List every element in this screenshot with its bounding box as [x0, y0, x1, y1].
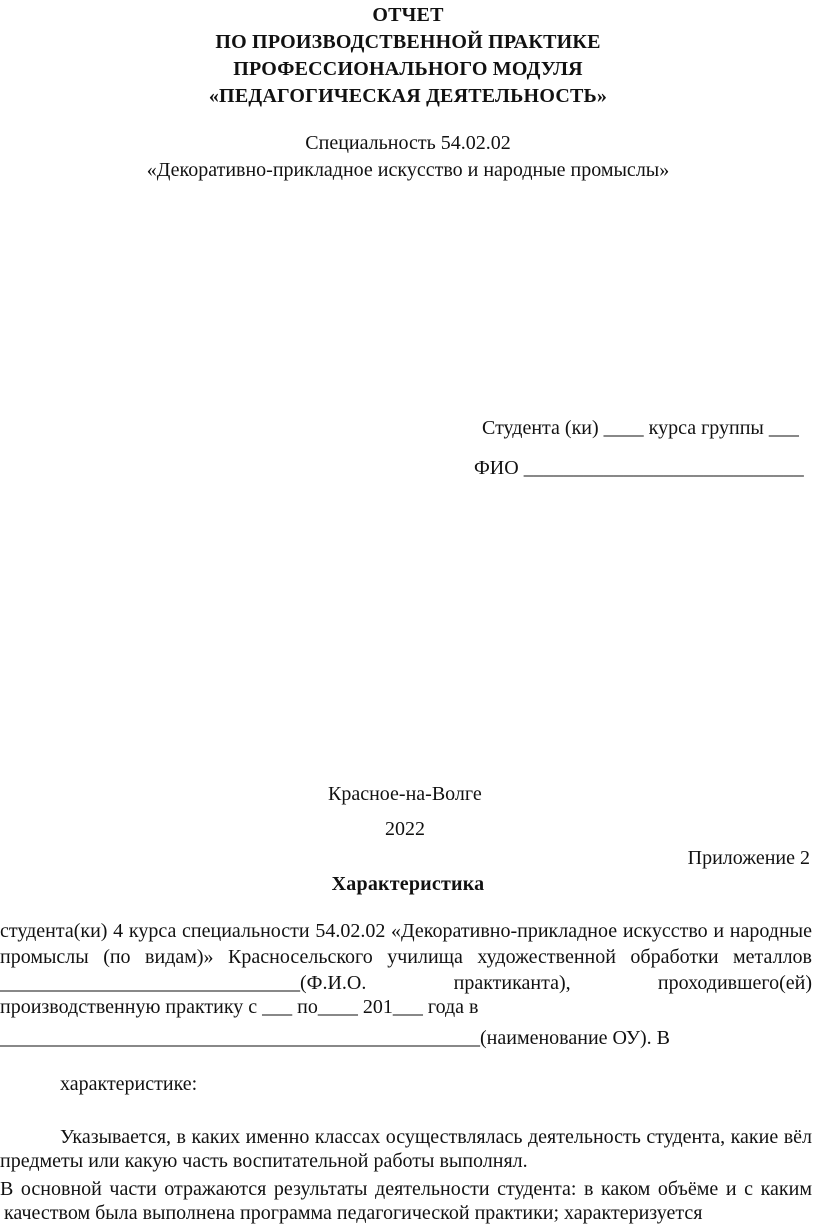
- body-line-2: промыслы (по видам)» Красносельского училища художественной обработки металлов: [0, 946, 812, 968]
- para2-line-1: В основной части отражаются результаты деятельности студента: в каком объёме и с каким: [0, 1178, 812, 1200]
- characteristic-heading: Характеристика: [331, 873, 485, 895]
- student-course-group-line: Студента (ки) ____ курса группы ___: [482, 417, 799, 439]
- specialty-name: «Декоративно-прикладное искусство и народные промыслы»: [146, 159, 670, 181]
- body-line-3: ______________________________(Ф.И.О. практиканта), проходившего(ей): [0, 972, 812, 994]
- para1-line-1: Указывается, в каких именно классах осуществлялась деятельность студента, какие вёл: [60, 1126, 812, 1148]
- report-title-line-2: ПО ПРОИЗВОДСТВЕННОЙ ПРАКТИКЕ: [215, 31, 601, 53]
- city-name: Красное-на-Волге: [328, 783, 482, 805]
- report-title-line-3: ПРОФЕССИОНАЛЬНОГО МОДУЛЯ: [233, 58, 583, 80]
- report-title-line-4: «ПЕДАГОГИЧЕСКАЯ ДЕЯТЕЛЬНОСТЬ»: [208, 85, 608, 107]
- body-line-5: ________________________________________________(наименование ОУ). В: [0, 1027, 670, 1049]
- para2-line-2: качеством была выполнена программа педагогической практики; характеризуется: [4, 1202, 703, 1224]
- body-line-1: студента(ки) 4 курса специальности 54.02.02 «Декоративно-прикладное искусство и народные: [0, 920, 812, 942]
- specialty-line: Специальность 54.02.02: [305, 132, 511, 154]
- appendix-label: Приложение 2: [687, 847, 810, 869]
- report-title-line-1: ОТЧЕТ: [372, 4, 444, 26]
- report-year: 2022: [385, 818, 425, 840]
- para1-line-2: предметы или какую часть воспитательной работы выполнял.: [0, 1150, 528, 1172]
- characteristic-label: характеристике:: [60, 1073, 198, 1095]
- student-fio-line: ФИО ____________________________: [474, 457, 804, 479]
- body-line-4: производственную практику с ___ по____ 201___ года в: [0, 996, 479, 1018]
